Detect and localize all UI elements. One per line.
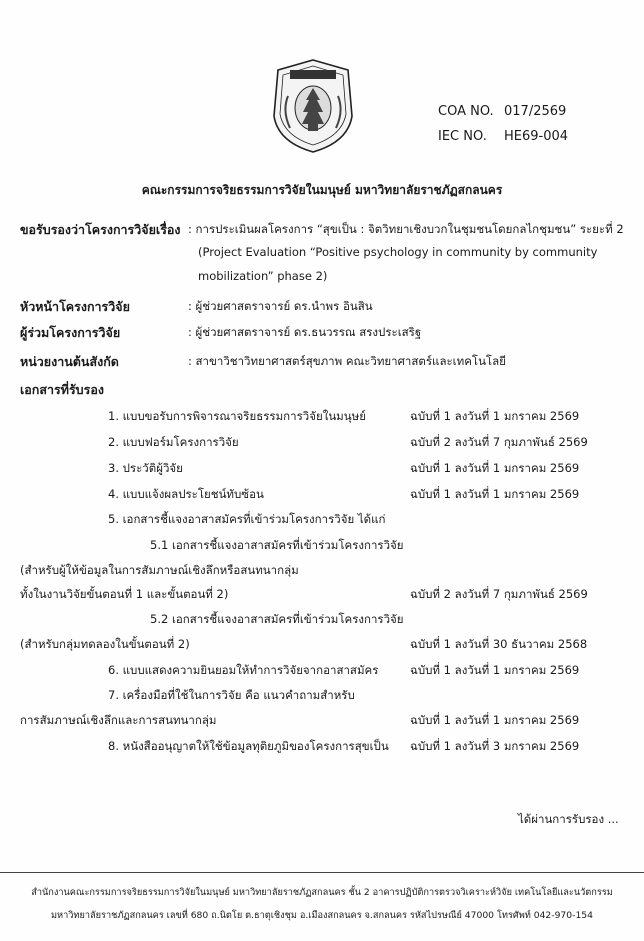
affiliation-value: : สาขาวิชาวิทยาศาสตร์สุขภาพ คณะวิทยาศาสตร์และเทคโนโลยี bbox=[188, 354, 506, 368]
project-title-line1: : การประเมินผลโครงการ “สุขเป็น : จิตวิทยาเชิงบวกในชุมชนโดยกลไกชุมชน” ระยะที่ 2 bbox=[188, 222, 624, 236]
affiliation-label: หน่วยงานต้นสังกัด bbox=[20, 354, 119, 369]
co-researcher-label: ผู้ร่วมโครงการวิจัย bbox=[20, 325, 121, 340]
iec-number bbox=[438, 129, 568, 144]
document-item-7-note: การสัมภาษณ์เชิงลึกและการสนทนากลุ่ม bbox=[20, 713, 217, 727]
document-edition-7: ฉบับที่ 1 ลงวันที่ 1 มกราคม 2569 bbox=[410, 713, 580, 727]
university-seal bbox=[268, 56, 358, 156]
document-item-8: 8. หนังสืออนุญาตให้ใช้ข้อมูลทุติยภูมิของโครงการสุขเป็น bbox=[108, 739, 389, 753]
document-item-5-2-note: (สำหรับกลุ่มทดลองในขั้นตอนที่ 2) bbox=[20, 637, 190, 651]
document-item-5: 5. เอกสารชี้แจงอาสาสมัครที่เข้าร่วมโครงการวิจัย ได้แก่ bbox=[108, 512, 386, 526]
footer-divider bbox=[0, 872, 644, 873]
document-item-6: 6. แบบแสดงความยินยอมให้ทำการวิจัยจากอาสาสมัคร bbox=[108, 663, 379, 677]
document-edition-1: ฉบับที่ 1 ลงวันที่ 1 มกราคม 2569 bbox=[410, 409, 580, 423]
continued-text: ได้ผ่านการรับรอง ... bbox=[518, 812, 619, 826]
document-item-4: 4. แบบแจ้งผลประโยชน์ทับซ้อน bbox=[108, 487, 264, 501]
document-item-2: 2. แบบฟอร์มโครงการวิจัย bbox=[108, 435, 239, 449]
iec-label: IEC NO. bbox=[438, 129, 487, 144]
document-edition-2: ฉบับที่ 2 ลงวันที่ 7 กุมภาพันธ์ 2569 bbox=[410, 435, 588, 449]
document-item-5-1-note-b: ทั้งในงานวิจัยขั้นตอนที่ 1 และขั้นตอนที่ 2) bbox=[20, 587, 229, 601]
document-item-3: 3. ประวัติผู้วิจัย bbox=[108, 461, 183, 475]
project-title-line2: (Project Evaluation “Positive psychology in community by community bbox=[198, 245, 598, 259]
footer-line-2: มหาวิทยาลัยราชภัฏสกลนคร เลขที่ 680 ถ.นิตโย ต.ธาตุเชิงชุม อ.เมืองสกลนคร จ.สกลนคร รหัสไปรษณีย์ 47000 โทรศัพท์ 042-970-154 bbox=[51, 910, 593, 921]
document-edition-8: ฉบับที่ 1 ลงวันที่ 3 มกราคม 2569 bbox=[410, 739, 580, 753]
approved-documents-label: เอกสารที่รับรอง bbox=[20, 382, 104, 397]
project-label: ขอรับรองว่าโครงการวิจัยเรื่อง bbox=[20, 222, 181, 237]
coa-value: 017/2569 bbox=[504, 104, 567, 119]
document-edition-3: ฉบับที่ 1 ลงวันที่ 1 มกราคม 2569 bbox=[410, 461, 580, 475]
iec-value: HE69-004 bbox=[504, 129, 569, 144]
document-item-5-2: 5.2 เอกสารชี้แจงอาสาสมัครที่เข้าร่วมโครงการวิจัย bbox=[150, 612, 404, 626]
head-researcher-label: หัวหน้าโครงการวิจัย bbox=[20, 299, 130, 314]
project-title-line3: mobilization” phase 2) bbox=[198, 269, 328, 283]
document-edition-5-2: ฉบับที่ 1 ลงวันที่ 30 ธันวาคม 2568 bbox=[410, 637, 588, 651]
co-researcher-value: : ผู้ช่วยศาสตราจารย์ ดร.ธนวรรณ สรงประเสริฐ bbox=[188, 325, 422, 339]
coa-number bbox=[438, 104, 566, 119]
head-researcher-value: : ผู้ช่วยศาสตราจารย์ ดร.นำพร อินสิน bbox=[188, 299, 373, 313]
document-item-5-1: 5.1 เอกสารชี้แจงอาสาสมัครที่เข้าร่วมโครงการวิจัย bbox=[150, 538, 404, 552]
coa-label: COA NO. bbox=[438, 104, 494, 119]
document-edition-4: ฉบับที่ 1 ลงวันที่ 1 มกราคม 2569 bbox=[410, 487, 580, 501]
document-edition-6: ฉบับที่ 1 ลงวันที่ 1 มกราคม 2569 bbox=[410, 663, 580, 677]
document-item-7: 7. เครื่องมือที่ใช้ในการวิจัย คือ แนวคำถามสำหรับ bbox=[108, 688, 355, 702]
document-item-1: 1. แบบขอรับการพิจารณาจริยธรรมการวิจัยในมนุษย์ bbox=[108, 409, 366, 423]
committee-title: คณะกรรมการจริยธรรมการวิจัยในมนุษย์ มหาวิทยาลัยราชภัฏสกลนคร bbox=[141, 183, 503, 197]
document-edition-5-1: ฉบับที่ 2 ลงวันที่ 7 กุมภาพันธ์ 2569 bbox=[410, 587, 588, 601]
document-item-5-1-note-a: (สำหรับผู้ให้ข้อมูลในการสัมภาษณ์เชิงลึกหรือสนทนากลุ่ม bbox=[20, 563, 299, 577]
footer-line-1: สำนักงานคณะกรรมการจริยธรรมการวิจัยในมนุษย์ มหาวิทยาลัยราชภัฏสกลนคร ชั้น 2 อาคารปฏิบัติการตรวจวิเคราะห์วิจัย เทคโนโลยีและนวัตกรรม bbox=[31, 887, 613, 898]
